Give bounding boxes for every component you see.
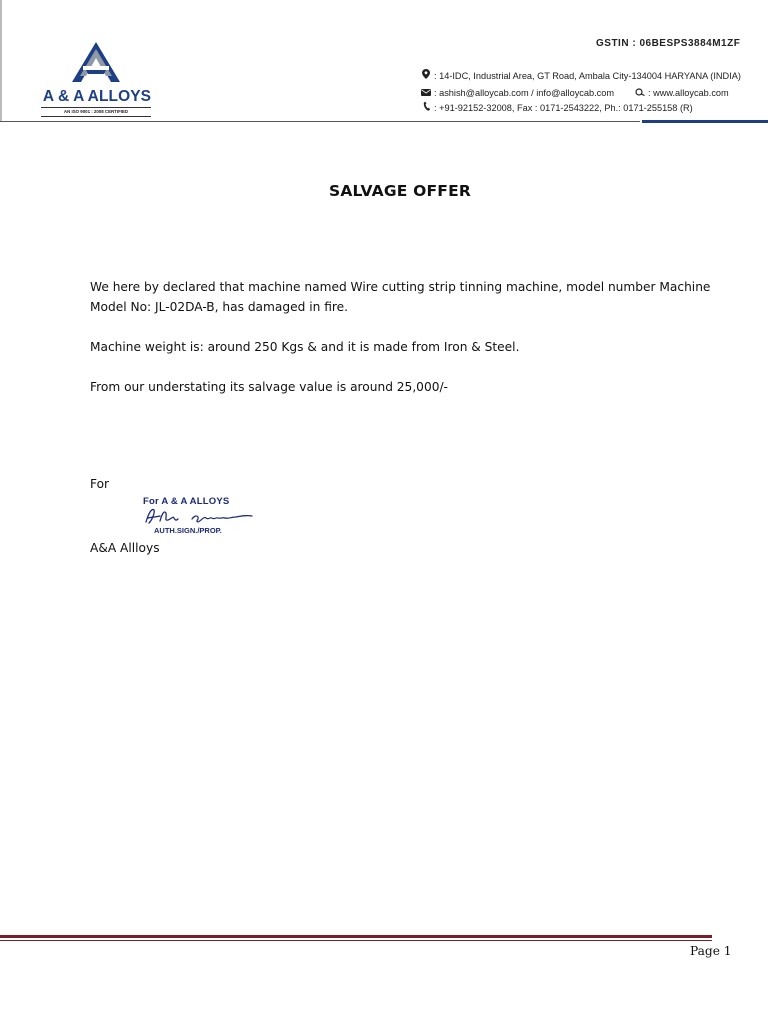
stamp-auth-text: AUTH.SIGN./PROP. (154, 526, 222, 535)
footer-rule-thin (0, 940, 712, 941)
page-number: Page 1 (690, 944, 732, 958)
logo-mark-icon (66, 40, 126, 84)
email-text[interactable]: : ashish@alloycab.com / info@alloycab.com (434, 88, 615, 98)
address-text: : 14-IDC, Industrial Area, GT Road, Ambala City-134004 HARYANA (INDIA) (434, 71, 741, 81)
handwritten-signature-icon (140, 504, 258, 528)
gstin-number: GSTIN : 06BESPS3884M1ZF (596, 38, 741, 49)
company-name: A & A ALLOYS (42, 88, 152, 105)
website-row (634, 86, 729, 100)
globe-icon (634, 86, 646, 100)
phone-icon (420, 101, 432, 115)
signature-for-label: For (90, 477, 110, 491)
signatory-company-name: A&A Allloys (90, 541, 160, 555)
stamp-company-text: For A & A ALLOYS (143, 496, 230, 507)
footer-rule (0, 935, 712, 938)
company-logo (38, 40, 156, 118)
address-row (420, 69, 741, 83)
weight-paragraph: Machine weight is: around 250 Kgs & and it is made from Iron & Steel. (90, 340, 520, 354)
website-text[interactable]: : www.alloycab.com (648, 88, 729, 98)
email-row (420, 86, 614, 100)
iso-tagline: AN ISO 9001 : 2008 CERTIFIED (41, 107, 151, 117)
declaration-paragraph: We here by declared that machine named Wire cutting strip tinning machine, model number Machine Model No: JL-02DA-B, has damaged in fire. (90, 280, 711, 314)
letterhead (0, 0, 768, 125)
company-stamp (140, 496, 258, 538)
salvage-value-paragraph: From our understating its salvage value is around 25,000/- (90, 380, 448, 394)
header-divider (0, 121, 640, 122)
envelope-icon (420, 86, 432, 100)
document-title: SALVAGE OFFER (328, 182, 472, 200)
header-edge (0, 0, 2, 122)
location-pin-icon (420, 69, 432, 83)
phone-text: : +91-92152-32008, Fax : 0171-2543222, Ph.: 0171-255158 (R) (434, 103, 693, 113)
header-accent-bar (642, 120, 768, 123)
phone-row (420, 101, 693, 115)
